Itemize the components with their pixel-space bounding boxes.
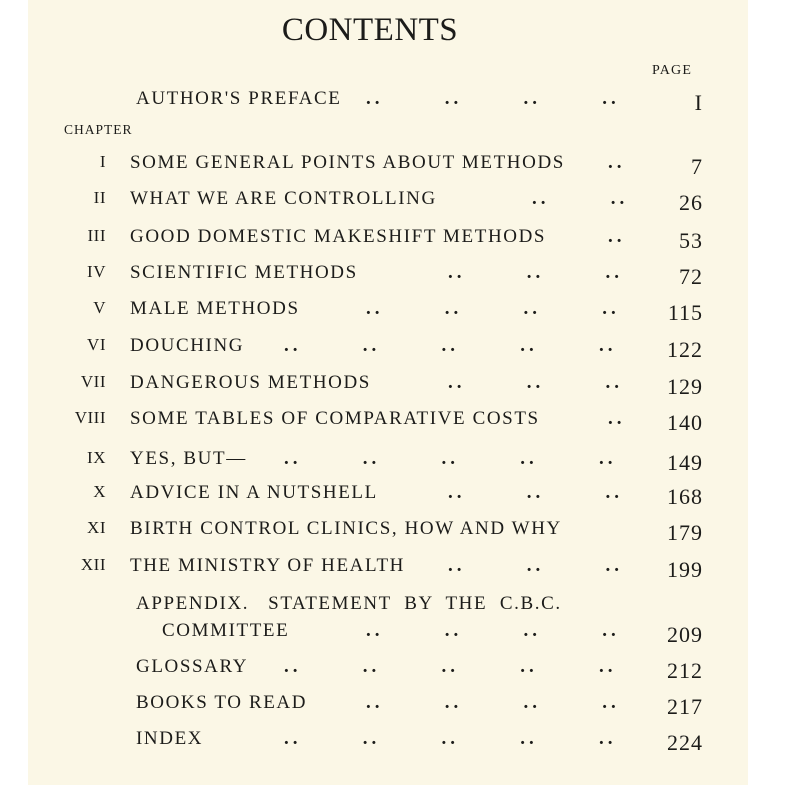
toc-entry-title: MALE METHODS [130,298,300,319]
toc-entry-chapter-8[interactable] [28,408,748,438]
chapter-number: V [93,298,106,317]
toc-entry-chapter-5[interactable] [28,298,748,328]
toc-entry-page: I [694,90,703,115]
chapter-column-label: CHAPTER [64,122,133,137]
leader-dots: .. .. .. [448,482,623,503]
leader-dots: .. .. .. .. [366,298,620,319]
toc-entry-page: 26 [679,190,703,215]
toc-entry-page: 209 [667,622,703,647]
leader-dots: .. .. .. .. [366,692,620,713]
contents-page [28,0,748,785]
chapter-number: I [99,152,106,171]
toc-entry-page: 217 [667,694,703,719]
chapter-number: XII [80,555,106,574]
toc-entry-chapter-2[interactable] [28,188,748,218]
chapter-number: II [93,188,106,207]
page-column-label: PAGE [652,63,693,78]
toc-entry-title: SOME GENERAL POINTS ABOUT METHODS [130,152,565,173]
leader-dots: .. .. .. .. [366,620,620,641]
toc-entry-appendix-continued[interactable] [28,620,748,650]
toc-entry-glossary[interactable] [28,656,748,686]
toc-entry-chapter-7[interactable] [28,372,748,402]
chapter-number: VII [80,372,106,391]
toc-entry-title: GLOSSARY [136,656,249,677]
toc-entry-page: 129 [667,374,703,399]
toc-entry-page: 212 [667,658,703,683]
leader-dots: .. [608,152,626,173]
chapter-number: XI [87,518,106,537]
toc-entry-chapter-11[interactable] [28,518,748,548]
toc-entry-title: YES, BUT— [130,448,247,469]
toc-entry-preface[interactable] [28,88,748,118]
toc-entry-page: 199 [667,557,703,582]
leader-dots: .. .. .. .. .. [284,656,617,677]
toc-entry-page: 168 [667,484,703,509]
leader-dots: .. .. .. .. .. [284,448,617,469]
leader-dots: .. [608,408,626,429]
toc-entry-title: COMMITTEE [162,620,290,641]
chapter-number: III [87,226,106,245]
leader-dots: .. .. .. .. .. [284,335,617,356]
toc-entry-title: DANGEROUS METHODS [130,372,371,393]
leader-dots: .. .. .. .. .. [284,728,617,749]
chapter-number: IX [87,448,106,467]
toc-entry-index[interactable] [28,728,748,758]
toc-entry-title: BIRTH CONTROL CLINICS, HOW AND WHY [130,518,562,539]
toc-entry-page: 7 [691,154,703,179]
leader-dots: .. .. .. [448,555,623,576]
toc-entry-chapter-4[interactable] [28,262,748,292]
toc-entry-title: THE MINISTRY OF HEALTH [130,555,405,576]
toc-entry-title: ADVICE IN A NUTSHELL [130,482,378,503]
toc-entry-page: 224 [667,730,703,755]
toc-entry-title: DOUCHING [130,335,245,356]
leader-dots: .. .. .. .. [366,88,620,109]
toc-entry-books-to-read[interactable] [28,692,748,722]
toc-entry-chapter-10[interactable] [28,482,748,512]
toc-entry-title: BOOKS TO READ [136,692,308,713]
toc-entry-title: GOOD DOMESTIC MAKESHIFT METHODS [130,226,547,247]
leader-dots: .. [608,226,626,247]
chapter-number: VI [87,335,106,354]
toc-entry-title: WHAT WE ARE CONTROLLING [130,188,437,209]
toc-entry-title: INDEX [136,728,204,749]
page-title: CONTENTS [281,12,459,48]
toc-entry-title: SOME TABLES OF COMPARATIVE COSTS [130,408,540,429]
toc-entry-page: 72 [679,264,703,289]
toc-entry-title: SCIENTIFIC METHODS [130,262,358,283]
toc-entry-page: 149 [667,450,703,475]
toc-entry-page: 179 [667,520,703,545]
leader-dots: .. .. .. [448,262,623,283]
chapter-number: VIII [74,408,106,427]
toc-entry-page: 115 [667,300,703,325]
chapter-number: IV [87,262,106,281]
leader-dots: .. .. .. [448,372,623,393]
toc-entry-title: AUTHOR'S PREFACE [136,88,342,109]
chapter-number: X [93,482,106,501]
leader-dots: .. .. [532,188,629,209]
toc-entry-title: APPENDIX. STATEMENT BY THE C.B.C. [136,593,562,614]
toc-entry-page: 122 [667,337,703,362]
toc-entry-chapter-3[interactable] [28,226,748,256]
toc-entry-chapter-12[interactable] [28,555,748,585]
toc-entry-chapter-6[interactable] [28,335,748,365]
toc-entry-page: 140 [667,410,703,435]
toc-entry-page: 53 [679,228,703,253]
toc-entry-chapter-1[interactable] [28,152,748,182]
toc-entry-appendix[interactable] [28,593,748,623]
toc-entry-chapter-9[interactable] [28,448,748,478]
